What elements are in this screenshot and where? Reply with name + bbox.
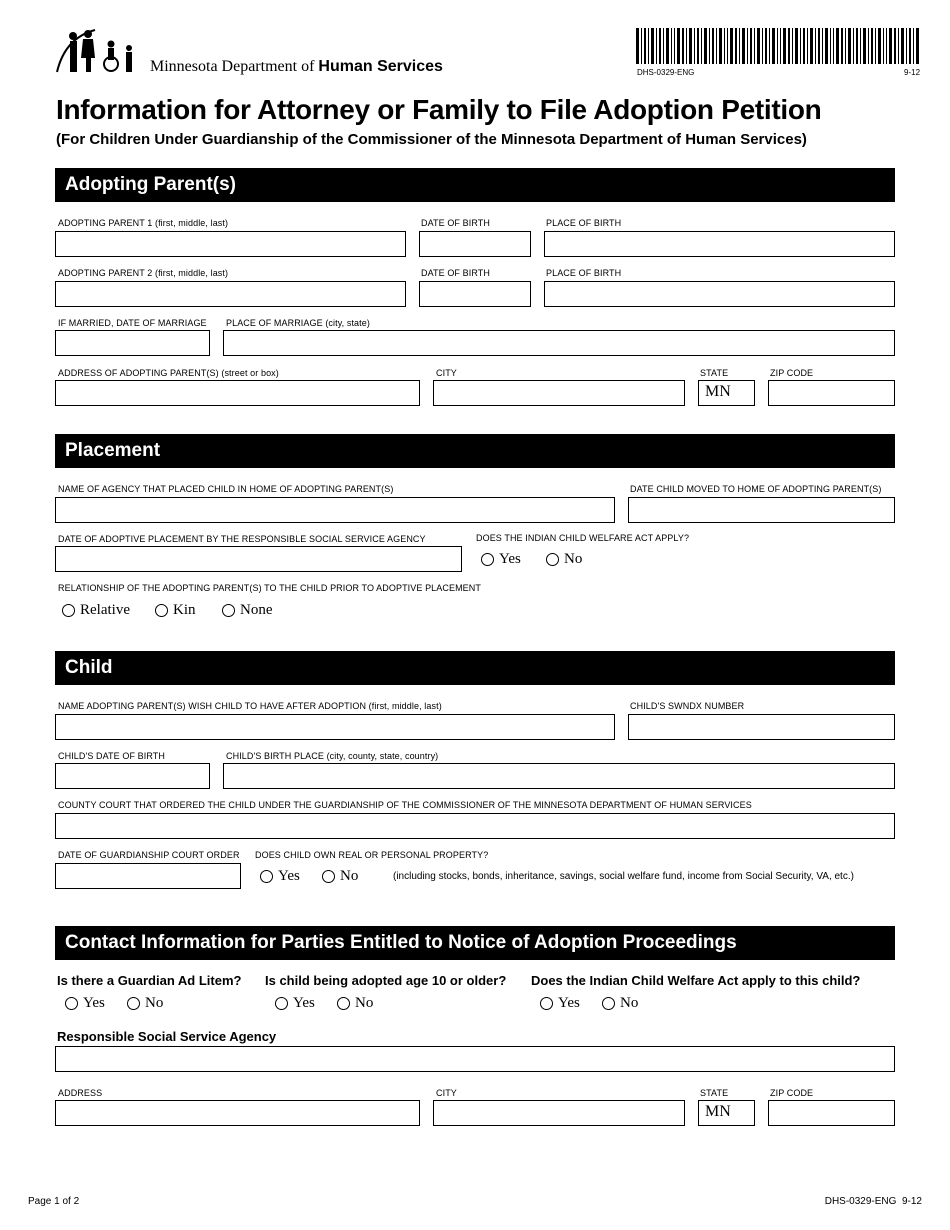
label-parent-state: STATE xyxy=(700,368,729,378)
radio-circle-icon xyxy=(337,997,350,1010)
parent-address-field[interactable] xyxy=(55,380,420,406)
placement-date-field[interactable] xyxy=(55,546,462,572)
icwa-no-label: No xyxy=(564,551,583,567)
responsible-agency-field[interactable] xyxy=(55,1046,895,1072)
relationship-kin-label: Kin xyxy=(173,602,196,618)
agency-state-value: MN xyxy=(705,1103,731,1120)
org-name-bold: Human Services xyxy=(318,58,443,75)
marriage-date-field[interactable] xyxy=(55,330,210,356)
label-agency-address: ADDRESS xyxy=(58,1088,103,1098)
section-heading-placement: Placement xyxy=(55,434,895,468)
radio-circle-icon xyxy=(65,997,78,1010)
label-parent2-pob: PLACE OF BIRTH xyxy=(546,268,622,278)
radio-circle-icon xyxy=(275,997,288,1010)
relationship-relative-radio[interactable] xyxy=(62,602,130,619)
child-new-name-field[interactable] xyxy=(55,714,615,740)
icwa-child-no-radio[interactable] xyxy=(602,995,638,1012)
section-heading-contact: Contact Information for Parties Entitled to Notice of Adoption Proceedings xyxy=(55,926,895,960)
gal-yes-label: Yes xyxy=(83,995,105,1011)
court-order-date-field[interactable] xyxy=(55,863,241,889)
child-dob-field[interactable] xyxy=(55,763,210,789)
label-agency-state: STATE xyxy=(700,1088,729,1098)
dhs-logo xyxy=(55,24,145,76)
parent-state-value: MN xyxy=(705,383,731,400)
icwa-yes-radio[interactable] xyxy=(481,551,521,568)
agency-state-field[interactable] xyxy=(698,1100,755,1126)
gal-yes-radio[interactable] xyxy=(65,995,105,1012)
icwa-no-radio[interactable] xyxy=(546,551,582,568)
barcode-icon xyxy=(636,28,922,64)
section-heading-adopting-parents: Adopting Parent(s) xyxy=(55,168,895,202)
gal-no-radio[interactable] xyxy=(127,995,163,1012)
parent-zip-field[interactable] xyxy=(768,380,895,406)
age10-no-radio[interactable] xyxy=(337,995,373,1012)
radio-circle-icon xyxy=(322,870,335,883)
label-placement-date: DATE OF ADOPTIVE PLACEMENT BY THE RESPONSIBLE SOCIAL SERVICE AGENCY xyxy=(58,534,426,544)
label-parent-zip: ZIP CODE xyxy=(770,368,814,378)
relationship-kin-radio[interactable] xyxy=(155,602,196,619)
org-name-regular: Minnesota Department of xyxy=(150,58,319,75)
radio-circle-icon xyxy=(222,604,235,617)
relationship-relative-label: Relative xyxy=(80,602,130,618)
relationship-none-radio[interactable] xyxy=(222,602,273,619)
age10-no-label: No xyxy=(355,995,374,1011)
label-marriage-place: PLACE OF MARRIAGE (city, state) xyxy=(226,318,370,328)
age10-yes-radio[interactable] xyxy=(275,995,315,1012)
barcode xyxy=(636,28,922,64)
parent2-name-field[interactable] xyxy=(55,281,406,307)
barcode-form-code: DHS-0329-ENG xyxy=(637,68,695,77)
property-no-radio[interactable] xyxy=(322,868,358,885)
icwa-child-no-label: No xyxy=(620,995,639,1011)
icwa-child-yes-radio[interactable] xyxy=(540,995,580,1012)
parent2-pob-field[interactable] xyxy=(544,281,895,307)
property-no-label: No xyxy=(340,868,359,884)
parent-city-field[interactable] xyxy=(433,380,685,406)
label-property: DOES CHILD OWN REAL OR PERSONAL PROPERTY? xyxy=(255,850,489,860)
barcode-form-date: 9-12 xyxy=(904,68,921,77)
label-responsible-agency: Responsible Social Service Agency xyxy=(57,1029,277,1044)
label-parent-address: ADDRESS OF ADOPTING PARENT(S) (street or box) xyxy=(58,368,279,378)
parent1-dob-field[interactable] xyxy=(419,231,531,257)
icwa-yes-label: Yes xyxy=(499,551,521,567)
age10-yes-label: Yes xyxy=(293,995,315,1011)
label-parent1-pob: PLACE OF BIRTH xyxy=(546,218,622,228)
radio-circle-icon xyxy=(481,553,494,566)
label-parent1-dob: DATE OF BIRTH xyxy=(421,218,490,228)
radio-circle-icon xyxy=(602,997,615,1010)
agency-field[interactable] xyxy=(55,497,615,523)
radio-circle-icon xyxy=(540,997,553,1010)
date-moved-field[interactable] xyxy=(628,497,895,523)
property-yes-label: Yes xyxy=(278,868,300,884)
radio-circle-icon xyxy=(62,604,75,617)
relationship-none-label: None xyxy=(240,602,273,618)
family-logo-icon xyxy=(55,24,145,76)
marriage-place-field[interactable] xyxy=(223,330,895,356)
page-number: Page 1 of 2 xyxy=(28,1196,80,1207)
label-relationship: RELATIONSHIP OF THE ADOPTING PARENT(S) TO THE CHILD PRIOR TO ADOPTIVE PLACEMENT xyxy=(58,583,481,593)
section-heading-child: Child xyxy=(55,651,895,685)
parent1-name-field[interactable] xyxy=(55,231,406,257)
label-court: COUNTY COURT THAT ORDERED THE CHILD UNDER THE GUARDIANSHIP OF THE COMMISSIONER OF THE MINNESOTA DEPARTMENT OF HUMAN SERVICES xyxy=(58,800,752,810)
agency-address-field[interactable] xyxy=(55,1100,420,1126)
footer-form-code: DHS-0329-ENG 9-12 xyxy=(824,1196,922,1207)
property-yes-radio[interactable] xyxy=(260,868,300,885)
label-agency-city: CITY xyxy=(436,1088,457,1098)
page-subtitle: (For Children Under Guardianship of the Commissioner of the Minnesota Department of Human Services) xyxy=(56,131,807,148)
parent2-dob-field[interactable] xyxy=(419,281,531,307)
swndx-field[interactable] xyxy=(628,714,895,740)
label-swndx: CHILD'S SWNDX NUMBER xyxy=(630,701,745,711)
radio-circle-icon xyxy=(260,870,273,883)
court-field[interactable] xyxy=(55,813,895,839)
label-icwa: DOES THE INDIAN CHILD WELFARE ACT APPLY? xyxy=(476,533,690,543)
org-name xyxy=(150,58,443,76)
property-note: (including stocks, bonds, inheritance, savings, social welfare fund, income from Social Security, VA, etc.) xyxy=(393,871,854,882)
parent-state-field[interactable] xyxy=(698,380,755,406)
question-age-10: Is child being adopted age 10 or older? xyxy=(265,973,507,988)
agency-zip-field[interactable] xyxy=(768,1100,895,1126)
agency-city-field[interactable] xyxy=(433,1100,685,1126)
icwa-child-yes-label: Yes xyxy=(558,995,580,1011)
label-court-order-date: DATE OF GUARDIANSHIP COURT ORDER xyxy=(58,850,240,860)
parent1-pob-field[interactable] xyxy=(544,231,895,257)
label-child-dob: CHILD'S DATE OF BIRTH xyxy=(58,751,165,761)
label-agency: NAME OF AGENCY THAT PLACED CHILD IN HOME OF ADOPTING PARENT(S) xyxy=(58,484,394,494)
label-parent1-name: ADOPTING PARENT 1 (first, middle, last) xyxy=(58,218,229,228)
question-icwa-child: Does the Indian Child Welfare Act apply to this child? xyxy=(531,973,861,988)
label-child-new-name: NAME ADOPTING PARENT(S) WISH CHILD TO HAVE AFTER ADOPTION (first, middle, last) xyxy=(58,701,442,711)
child-birthplace-field[interactable] xyxy=(223,763,895,789)
label-parent2-dob: DATE OF BIRTH xyxy=(421,268,490,278)
label-marriage-date: IF MARRIED, DATE OF MARRIAGE xyxy=(58,318,207,328)
radio-circle-icon xyxy=(546,553,559,566)
label-child-birthplace: CHILD'S BIRTH PLACE (city, county, state, country) xyxy=(226,751,439,761)
label-parent2-name: ADOPTING PARENT 2 (first, middle, last) xyxy=(58,268,229,278)
question-guardian-ad-litem: Is there a Guardian Ad Litem? xyxy=(57,973,242,988)
radio-circle-icon xyxy=(127,997,140,1010)
label-date-moved: DATE CHILD MOVED TO HOME OF ADOPTING PARENT(S) xyxy=(630,484,882,494)
page-title: Information for Attorney or Family to File Adoption Petition xyxy=(56,94,822,125)
label-agency-zip: ZIP CODE xyxy=(770,1088,814,1098)
gal-no-label: No xyxy=(145,995,164,1011)
label-parent-city: CITY xyxy=(436,368,457,378)
radio-circle-icon xyxy=(155,604,168,617)
